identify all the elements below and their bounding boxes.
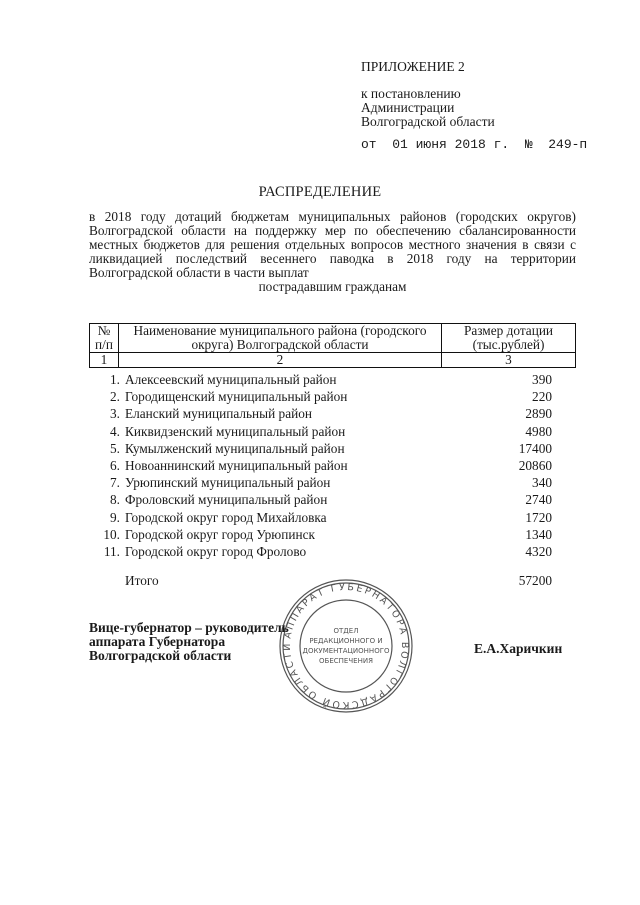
row-name: Новоаннинский муниципальный район bbox=[125, 458, 348, 473]
signer-name: Е.А.Харичкин bbox=[474, 641, 563, 656]
row-name: Городской округ город Фролово bbox=[125, 544, 307, 559]
row-value: 2890 bbox=[525, 406, 552, 421]
row-number: 11. bbox=[103, 544, 120, 559]
row-number: 6. bbox=[110, 458, 120, 473]
row-number: 4. bbox=[110, 424, 120, 439]
seal-inner-line-3: ДОКУМЕНТАЦИОННОГО bbox=[302, 647, 390, 655]
row-value: 340 bbox=[532, 475, 552, 490]
row-value: 17400 bbox=[518, 441, 552, 456]
stamp-seal bbox=[276, 576, 416, 716]
row-name: Киквидзенский муниципальный район bbox=[125, 424, 346, 439]
header-num: № п/п bbox=[90, 324, 119, 353]
row-name: Городской округ город Михайловка bbox=[125, 510, 327, 525]
row-number: 7. bbox=[110, 475, 120, 490]
row-value: 1720 bbox=[525, 510, 552, 525]
signature-line-1: Вице-губернатор – руководитель bbox=[89, 620, 289, 635]
appendix-date-line: от 01 июня 2018 г. № 249-п bbox=[361, 137, 588, 152]
seal-inner-line-4: ОБЕСПЕЧЕНИЯ bbox=[319, 657, 373, 665]
appendix-line-3: Волгоградской области bbox=[361, 114, 495, 129]
row-value: 2740 bbox=[525, 492, 552, 507]
appendix-line-1: к постановлению bbox=[361, 86, 461, 101]
seal-inner-line-1: ОТДЕЛ bbox=[333, 627, 359, 635]
row-name: Алексеевский муниципальный район bbox=[125, 372, 337, 387]
row-number: 8. bbox=[110, 492, 120, 507]
row-number: 2. bbox=[110, 389, 120, 404]
header-amount: Размер дотации (тыс.рублей) bbox=[442, 324, 576, 353]
row-name: Еланский муниципальный район bbox=[125, 406, 312, 421]
description-body: в 2018 году дотаций бюджетам муниципальных районов (городских округов) Волгоградской области на поддержку мер по обеспечению сбалансированности местных бюджетов для решения отдельных вопросов местного значения в связи с ликвидацией последствий весеннего паводка в 2018 году на территории Волгоградской области в части выплат bbox=[89, 209, 576, 280]
seal-outer-text: АППАРАТ ГУБЕРНАТОРА ВОЛГОГРАДСКОЙ ОБЛАСТИ bbox=[281, 581, 411, 711]
row-value: 4320 bbox=[525, 544, 552, 559]
distribution-table-header bbox=[89, 323, 576, 368]
row-value: 20860 bbox=[518, 458, 552, 473]
document-description bbox=[89, 210, 576, 294]
row-number: 5. bbox=[110, 441, 120, 456]
col-number-2: 2 bbox=[119, 353, 442, 368]
row-number: 9. bbox=[110, 510, 120, 525]
appendix-line-2: Администрации bbox=[361, 100, 455, 115]
row-name: Городищенский муниципальный район bbox=[125, 389, 348, 404]
row-name: Городской округ город Урюпинск bbox=[125, 527, 315, 542]
total-value: 57200 bbox=[518, 573, 552, 588]
row-number: 10. bbox=[103, 527, 120, 542]
row-name: Кумылженский муниципальный район bbox=[125, 441, 345, 456]
header-name: Наименование муниципального района (городского округа) Волгоградской области bbox=[119, 324, 442, 353]
row-value: 390 bbox=[532, 372, 552, 387]
row-number: 3. bbox=[110, 406, 120, 421]
row-value: 1340 bbox=[525, 527, 552, 542]
row-number: 1. bbox=[110, 372, 120, 387]
total-label: Итого bbox=[125, 573, 159, 588]
row-name: Фроловский муниципальный район bbox=[125, 492, 328, 507]
row-name: Урюпинский муниципальный район bbox=[125, 475, 331, 490]
seal-inner-line-2: РЕДАКЦИОННОГО И bbox=[309, 637, 383, 645]
row-value: 4980 bbox=[525, 424, 552, 439]
signature-line-2: аппарата Губернатора bbox=[89, 634, 226, 649]
signature-line-3: Волгоградской области bbox=[89, 648, 232, 663]
col-number-3: 3 bbox=[442, 353, 576, 368]
document-title: РАСПРЕДЕЛЕНИЕ bbox=[258, 184, 382, 200]
col-number-1: 1 bbox=[90, 353, 119, 368]
description-last-line: пострадавшим гражданам bbox=[258, 279, 407, 294]
appendix-title: ПРИЛОЖЕНИЕ 2 bbox=[361, 59, 465, 74]
row-value: 220 bbox=[532, 389, 552, 404]
